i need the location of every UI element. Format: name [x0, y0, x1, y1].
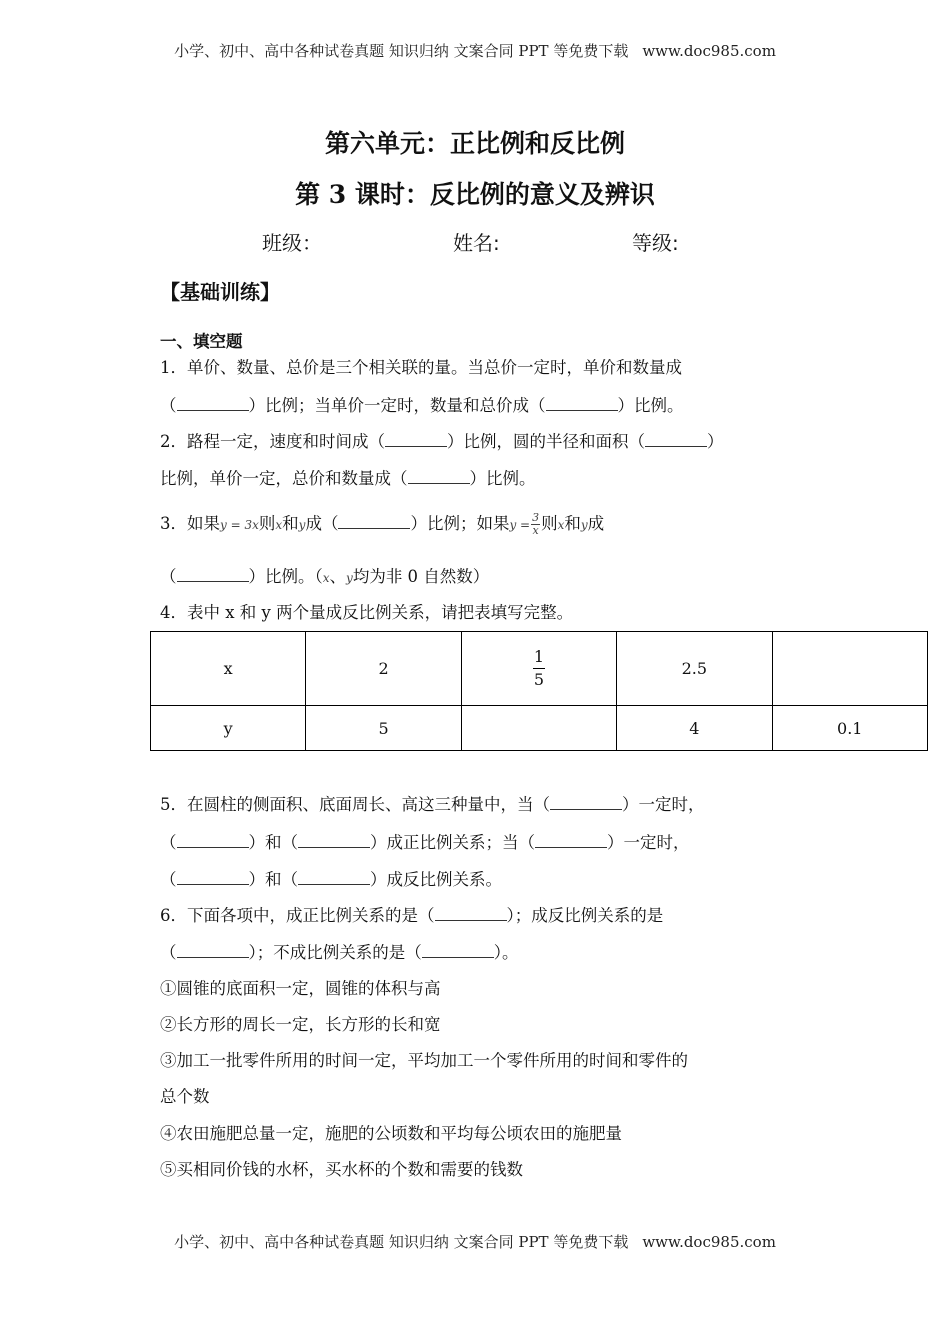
q4-text: 4．表中 x 和 y 两个量成反比例关系，请把表填写完整。	[160, 603, 574, 622]
name-label: 姓名:	[453, 231, 500, 255]
q5-text-a: 5．在圆柱的侧面积、底面周长、高这三种量中，当（	[160, 795, 550, 814]
answer-blank[interactable]	[177, 567, 249, 582]
q1-line2	[160, 392, 684, 416]
q1-line1: 1．单价、数量、总价是三个相关联的量。当总价一定时，单价和数量成	[160, 358, 682, 377]
answer-blank[interactable]	[385, 432, 447, 447]
answer-blank[interactable]	[177, 870, 249, 885]
q3-text-j: ）比例。（	[248, 567, 323, 586]
q3-text-e: ）比例；如果	[410, 514, 510, 533]
page-title: 第六单元：正比例和反比例	[324, 129, 625, 158]
header-url: www.doc985.com	[642, 42, 776, 60]
page-footer	[0, 1231, 950, 1252]
equation-y-lhs: y =	[509, 518, 531, 532]
answer-blank[interactable]	[535, 833, 607, 848]
table-cell-blank[interactable]	[461, 706, 616, 751]
fraction-3-over-x	[531, 512, 540, 537]
page-header	[0, 40, 950, 61]
footer-text: 小学、初中、高中各种试卷真题 知识归纳 文案合同 PPT 等免费下载	[174, 1233, 629, 1251]
q5-text-e: ）成正比例关系；当（	[370, 833, 535, 852]
q2-text-a: 2．路程一定，速度和时间成（	[160, 432, 385, 451]
q6-option-2: ②长方形的周长一定，长方形的长和宽	[160, 1015, 441, 1034]
student-info-row	[0, 227, 950, 255]
footer-url: www.doc985.com	[642, 1233, 776, 1251]
q5-text-c: （	[160, 833, 177, 852]
answer-blank[interactable]	[298, 870, 370, 885]
answer-blank[interactable]	[546, 396, 618, 411]
q5-text-g: （	[160, 870, 177, 889]
var-y: y	[298, 518, 306, 532]
var-y: y	[346, 571, 353, 585]
answer-blank[interactable]	[338, 514, 410, 529]
q6-text-b: ）；成反比例关系的是	[506, 906, 664, 925]
answer-blank[interactable]	[435, 906, 507, 921]
part1-heading: 一、填空题	[160, 332, 243, 351]
q3-text-d: 成（	[305, 514, 339, 533]
q6-line1	[160, 902, 663, 926]
table-row-y	[151, 706, 928, 751]
q1-text-c: ）比例。	[617, 396, 684, 415]
answer-blank[interactable]	[177, 943, 249, 958]
q6-option-1: ①圆锥的底面积一定，圆锥的体积与高	[160, 979, 441, 998]
q3-text-i: （	[160, 567, 177, 586]
fraction-denominator: 5	[533, 670, 544, 689]
table-cell-fraction	[461, 632, 616, 706]
q5-text-f: ）一定时，	[607, 833, 690, 852]
q6-option-4: ④农田施肥总量一定，施肥的公顷数和平均每公顷农田的施肥量	[160, 1124, 622, 1143]
q2-text-d: 比例，单价一定，总价和数量成（	[160, 469, 408, 488]
q3-line1	[160, 510, 604, 537]
q6-option-3-cont: 总个数	[160, 1087, 210, 1106]
var-y: y	[580, 518, 588, 532]
q5-line3	[160, 866, 502, 890]
q1-text-a: （	[160, 396, 177, 415]
fraction-numerator: 3	[532, 511, 540, 524]
q5-text-b: ）一定时，	[622, 795, 705, 814]
answer-blank[interactable]	[645, 432, 707, 447]
q5-line2	[160, 829, 690, 853]
table-cell: 0.1	[772, 706, 927, 751]
inverse-proportion-table	[150, 631, 928, 751]
q5-text-d: ）和（	[248, 833, 298, 852]
table-row-x	[151, 632, 928, 706]
table-cell: 5	[306, 706, 461, 751]
q3-text-c: 和	[282, 514, 299, 533]
class-label: 班级：	[262, 231, 322, 255]
q3-text-f: 则	[541, 514, 558, 533]
table-cell: 2.5	[617, 632, 772, 706]
q2-text-e: ）比例。	[469, 469, 536, 488]
q6-text-a: 6．下面各项中，成正比例关系的是（	[160, 906, 435, 925]
q5-line1	[160, 791, 705, 815]
equation-y-equals-3x: y = 3x	[220, 518, 259, 532]
q2-line2	[160, 465, 536, 489]
q6-option-3: ③加工一批零件所用的时间一定，平均加工一个零件所用的时间和零件的	[160, 1051, 688, 1070]
lesson-subtitle: 第 3 课时：反比例的意义及辨识	[295, 180, 655, 209]
q6-line2	[160, 939, 519, 963]
row-label-y: y	[151, 706, 306, 751]
grade-label: 等级:	[632, 231, 679, 255]
answer-blank[interactable]	[177, 396, 249, 411]
q3-text-h: 成	[587, 514, 605, 533]
q2-text-b: ）比例，圆的半径和面积（	[447, 432, 645, 451]
q3-text-k: 、	[329, 567, 347, 586]
table-cell: 2	[306, 632, 461, 706]
q6-text-c: （	[160, 943, 177, 962]
header-text: 小学、初中、高中各种试卷真题 知识归纳 文案合同 PPT 等免费下载	[174, 42, 629, 60]
answer-blank[interactable]	[177, 833, 249, 848]
table-cell: 4	[617, 706, 772, 751]
answer-blank[interactable]	[298, 833, 370, 848]
q5-text-i: ）成反比例关系。	[370, 870, 502, 889]
answer-blank[interactable]	[408, 469, 470, 484]
q2-line1	[160, 428, 724, 452]
section-heading: 【基础训练】	[160, 280, 280, 304]
q3-text-g: 和	[564, 514, 581, 533]
var-x: x	[322, 571, 330, 585]
row-label-x: x	[151, 632, 306, 706]
var-x: x	[557, 518, 565, 532]
q6-option-5: ⑤买相同价钱的水杯，买水杯的个数和需要的钱数	[160, 1160, 523, 1179]
q3-line2	[160, 563, 489, 587]
q1-text-b: ）比例；当单价一定时，数量和总价成（	[248, 396, 546, 415]
q5-text-h: ）和（	[248, 870, 298, 889]
fraction-numerator: 1	[533, 647, 544, 666]
answer-blank[interactable]	[550, 795, 622, 810]
q3-text-a: 3．如果	[160, 514, 220, 533]
answer-blank[interactable]	[422, 943, 494, 958]
var-x: x	[275, 518, 283, 532]
q6-text-e: ）。	[493, 943, 519, 962]
q3-text-b: 则	[258, 514, 276, 533]
q6-text-d: ）；不成比例关系的是（	[248, 943, 422, 962]
q2-text-c: ）	[707, 432, 724, 451]
fraction-1-over-5	[533, 646, 545, 691]
q3-text-l: 均为非 0 自然数）	[352, 567, 490, 586]
table-cell-blank[interactable]	[772, 632, 927, 706]
fraction-denominator: x	[532, 524, 539, 537]
